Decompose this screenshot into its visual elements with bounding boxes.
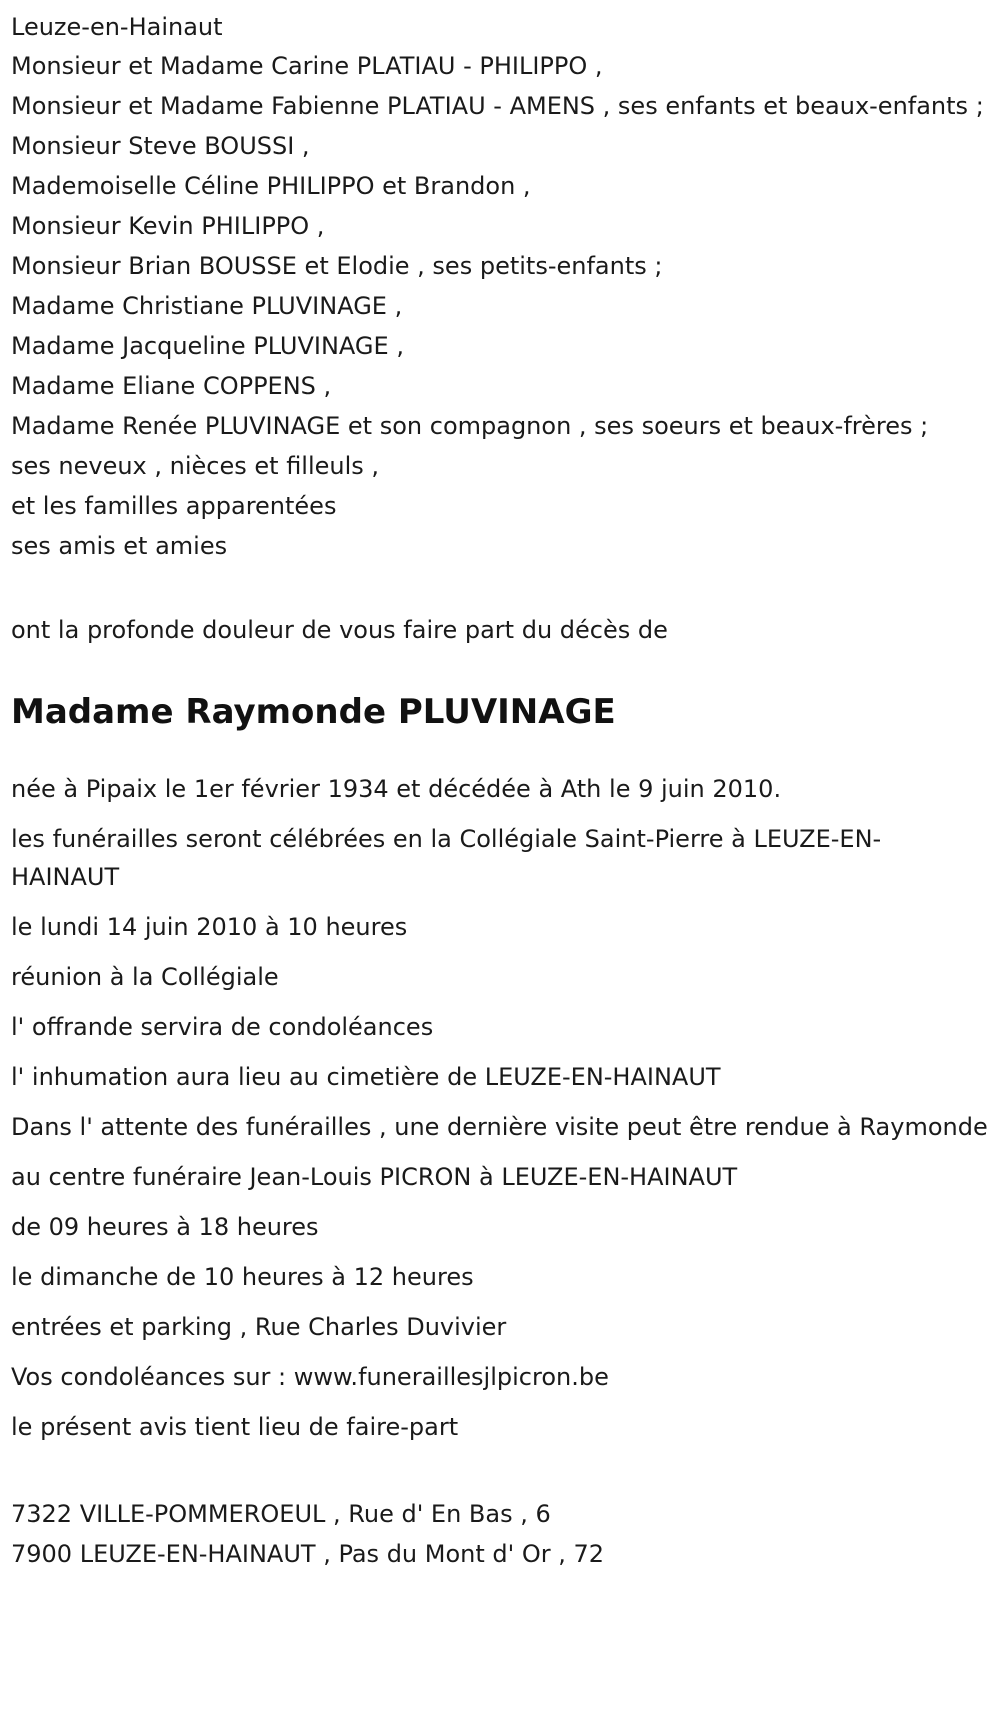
family-line: Monsieur Kevin PHILIPPO , [11,212,325,240]
detail-line: de 09 heures à 18 heures [11,1213,319,1241]
detail-line: l' offrande servira de condoléances [11,1013,434,1041]
family-list [11,46,989,566]
detail-line: Dans l' attente des funérailles , une dernière visite peut être rendue à Raymonde [11,1113,988,1141]
family-line: Madame Jacqueline PLUVINAGE , [11,332,404,360]
address-line: 7900 LEUZE-EN-HAINAUT , Pas du Mont d' Or , 72 [11,1540,605,1568]
deceased-name: Madame Raymonde PLUVINAGE [11,692,616,732]
detail-line: le présent avis tient lieu de faire-part [11,1413,459,1441]
family-line: Monsieur et Madame Carine PLATIAU - PHILIPPO , [11,52,603,80]
detail-line: l' inhumation aura lieu au cimetière de LEUZE-EN-HAINAUT [11,1063,721,1091]
detail-line: le dimanche de 10 heures à 12 heures [11,1263,474,1291]
detail-line: les funérailles seront célébrées en la Collégiale Saint-Pierre à LEUZE-EN-HAINAUT [11,825,882,891]
detail-line: entrées et parking , Rue Charles Duvivier [11,1313,507,1341]
family-line: Monsieur Steve BOUSSI , [11,132,310,160]
announcement-intro: ont la profonde douleur de vous faire part du décès de [11,616,668,644]
notice-location: Leuze-en-Hainaut [11,13,223,41]
family-line: et les familles apparentées [11,492,337,520]
detail-line: le lundi 14 juin 2010 à 10 heures [11,913,408,941]
detail-line: née à Pipaix le 1er février 1934 et décédée à Ath le 9 juin 2010. [11,775,782,803]
detail-line: réunion à la Collégiale [11,963,279,991]
family-line: Mademoiselle Céline PHILIPPO et Brandon , [11,172,531,200]
funeral-details [11,770,989,1446]
address-line: 7322 VILLE-POMMEROEUL , Rue d' En Bas , 6 [11,1500,551,1528]
family-line: ses neveux , nièces et filleuls , [11,452,380,480]
detail-line: au centre funéraire Jean-Louis PICRON à LEUZE-EN-HAINAUT [11,1163,738,1191]
family-line: Monsieur Brian BOUSSE et Elodie , ses petits-enfants ; [11,252,663,280]
family-line: Monsieur et Madame Fabienne PLATIAU - AMENS , ses enfants et beaux-enfants ; [11,92,984,120]
family-addresses [11,1494,989,1574]
family-line: ses amis et amies [11,532,228,560]
family-line: Madame Renée PLUVINAGE et son compagnon , ses soeurs et beaux-frères ; [11,412,929,440]
family-line: Madame Christiane PLUVINAGE , [11,292,403,320]
family-line: Madame Eliane COPPENS , [11,372,332,400]
condolences-line: Vos condoléances sur : www.funeraillesjlpicron.be [11,1363,609,1391]
